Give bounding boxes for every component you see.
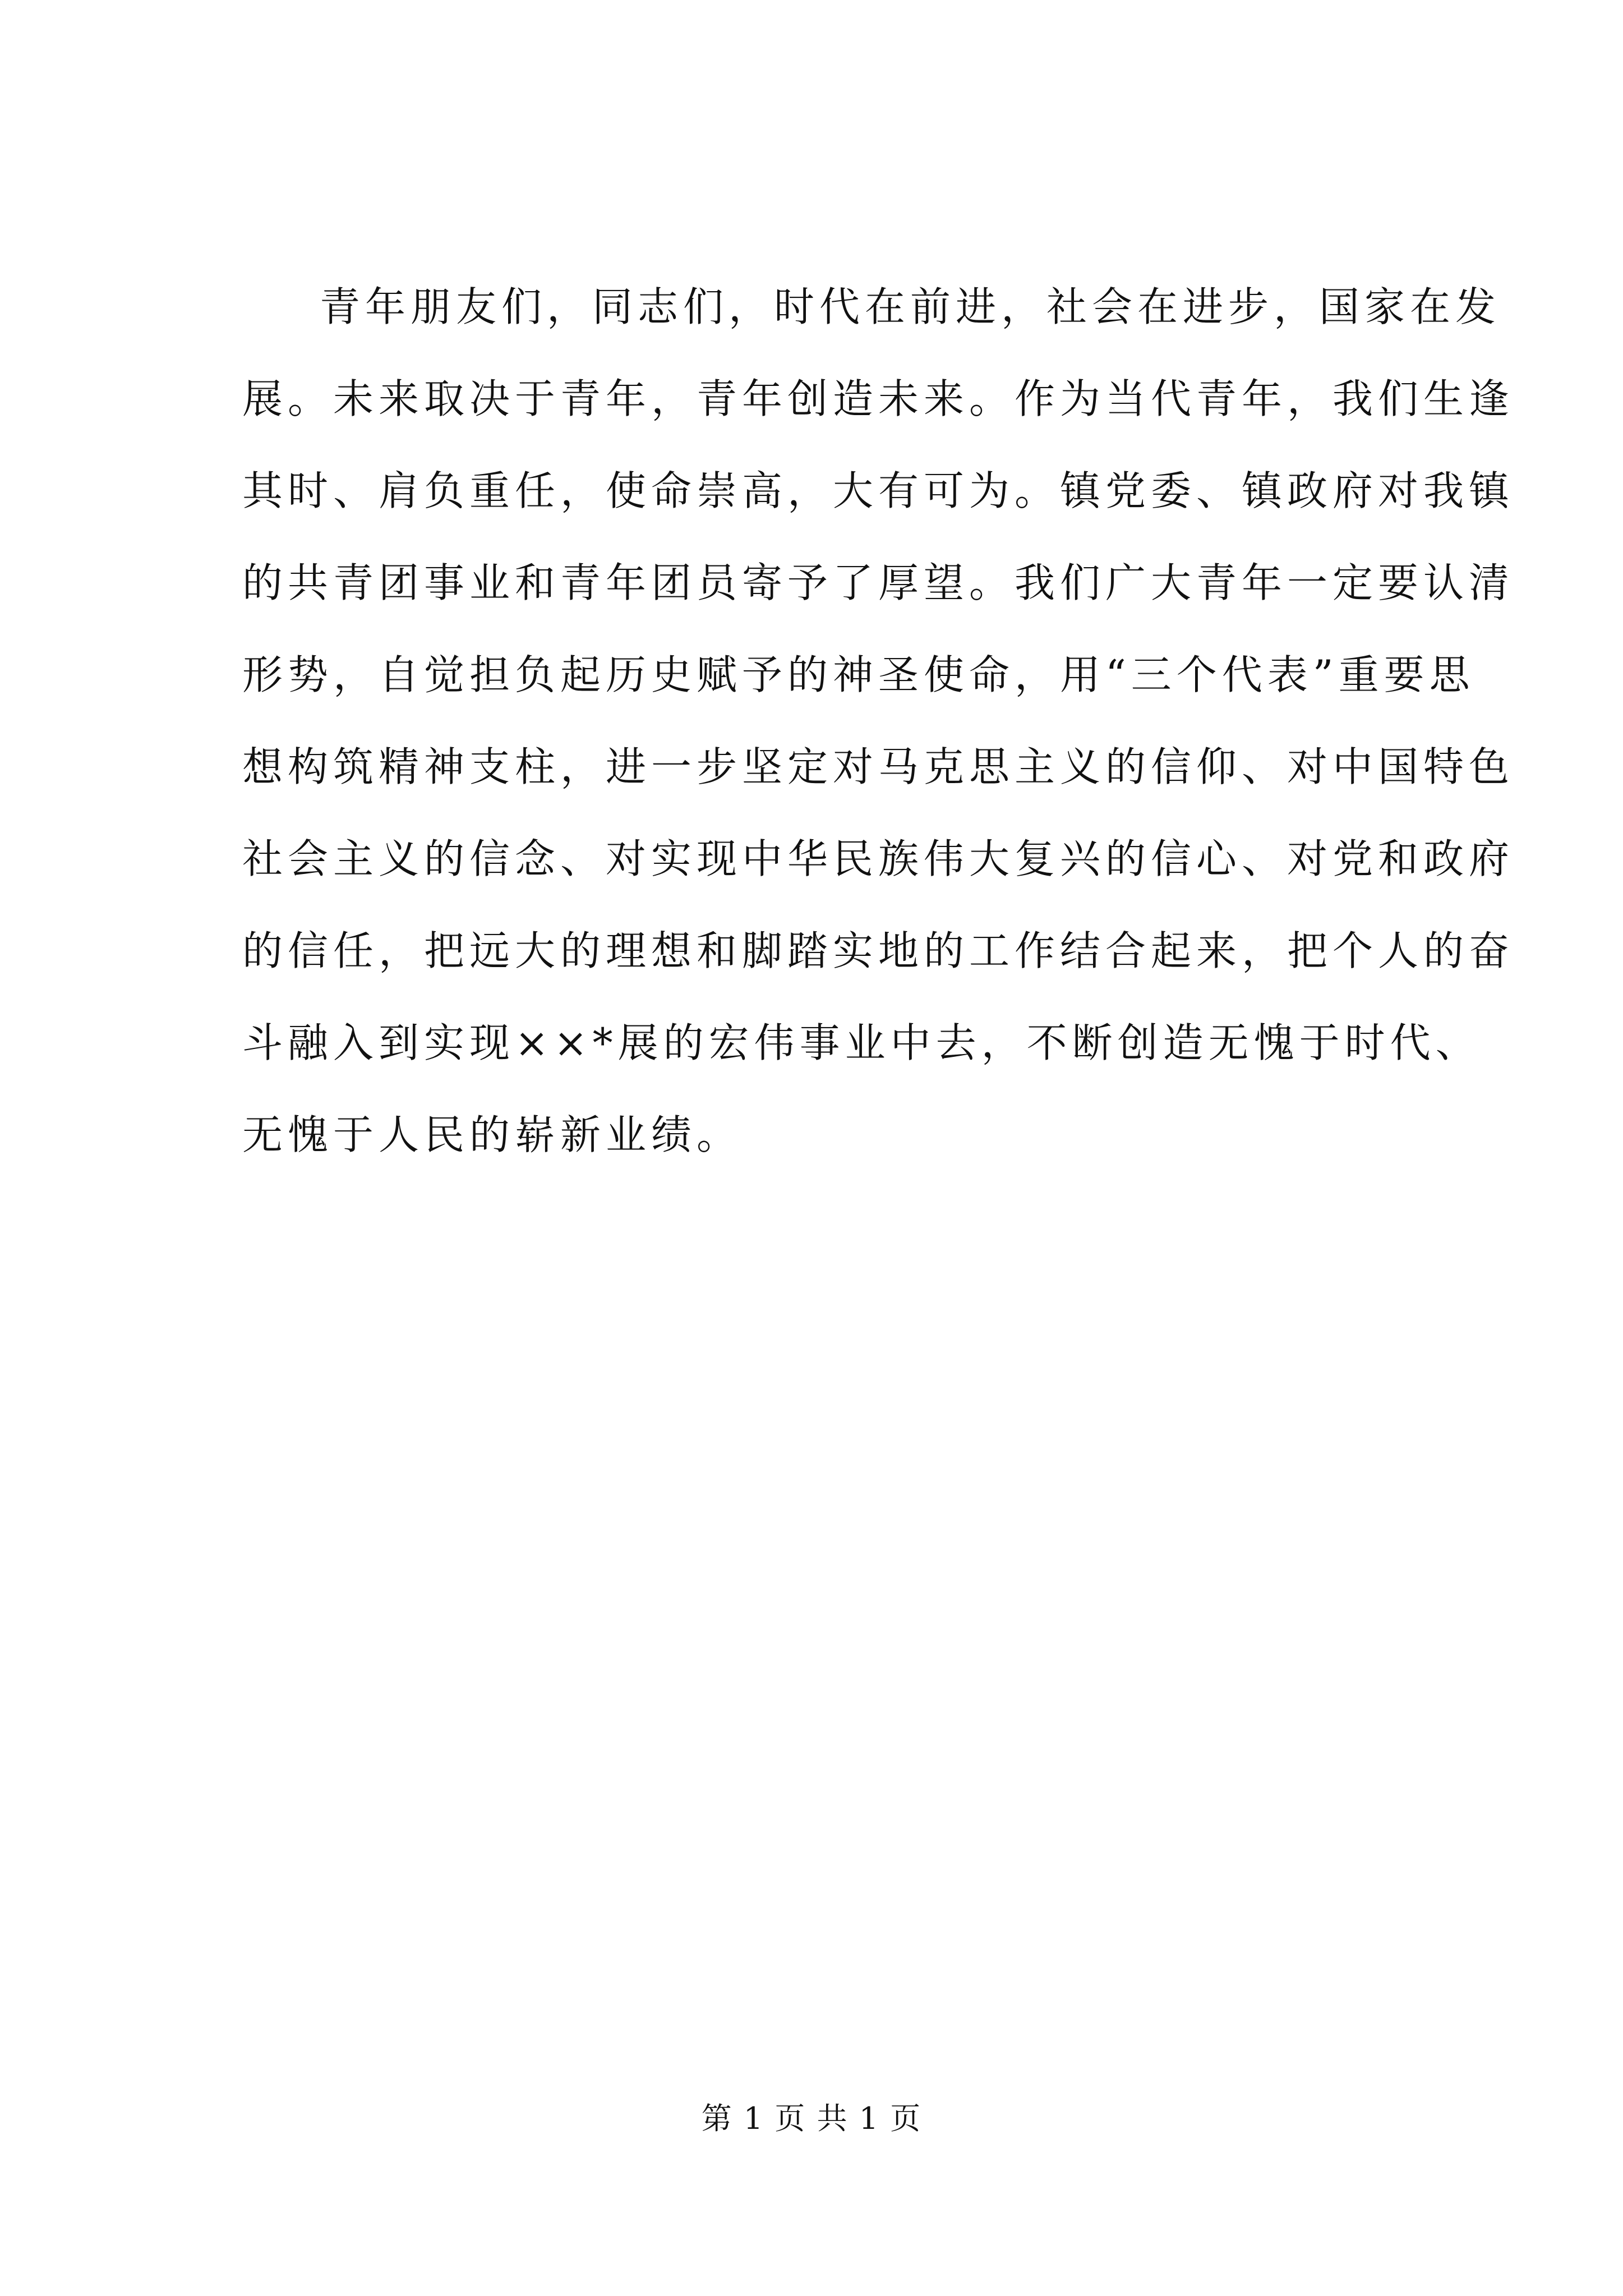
page-number-footer: 第 1 页 共 1 页	[701, 2101, 922, 2136]
paragraph-line: 的信任，把远大的理想和脚踏实地的工作结合起来，把个人的奋	[242, 927, 1515, 974]
paragraph-line: 斗融入到实现××*展的宏伟事业中去，不断创造无愧于时代、	[242, 1019, 1481, 1066]
body-paragraph	[242, 261, 1515, 1181]
paragraph-line: 社会主义的信念、对实现中华民族伟大复兴的信心、对党和政府	[242, 835, 1515, 882]
paragraph-line: 形势，自觉担负起历史赋予的神圣使命，用“三个代表”重要思	[242, 651, 1475, 698]
paragraph-line: 青年朋友们，同志们，时代在前进，社会在进步，国家在发	[320, 283, 1501, 330]
paragraph-line: 其时、肩负重任，使命崇高，大有可为。镇党委、镇政府对我镇	[242, 467, 1515, 514]
paragraph-line: 想构筑精神支柱，进一步坚定对马克思主义的信仰、对中国特色	[242, 743, 1515, 790]
paragraph-line: 无愧于人民的崭新业绩。	[242, 1111, 743, 1158]
paragraph-line: 的共青团事业和青年团员寄予了厚望。我们广大青年一定要认清	[242, 559, 1515, 606]
paragraph-line: 展。未来取决于青年，青年创造未来。作为当代青年，我们生逢	[242, 375, 1515, 422]
